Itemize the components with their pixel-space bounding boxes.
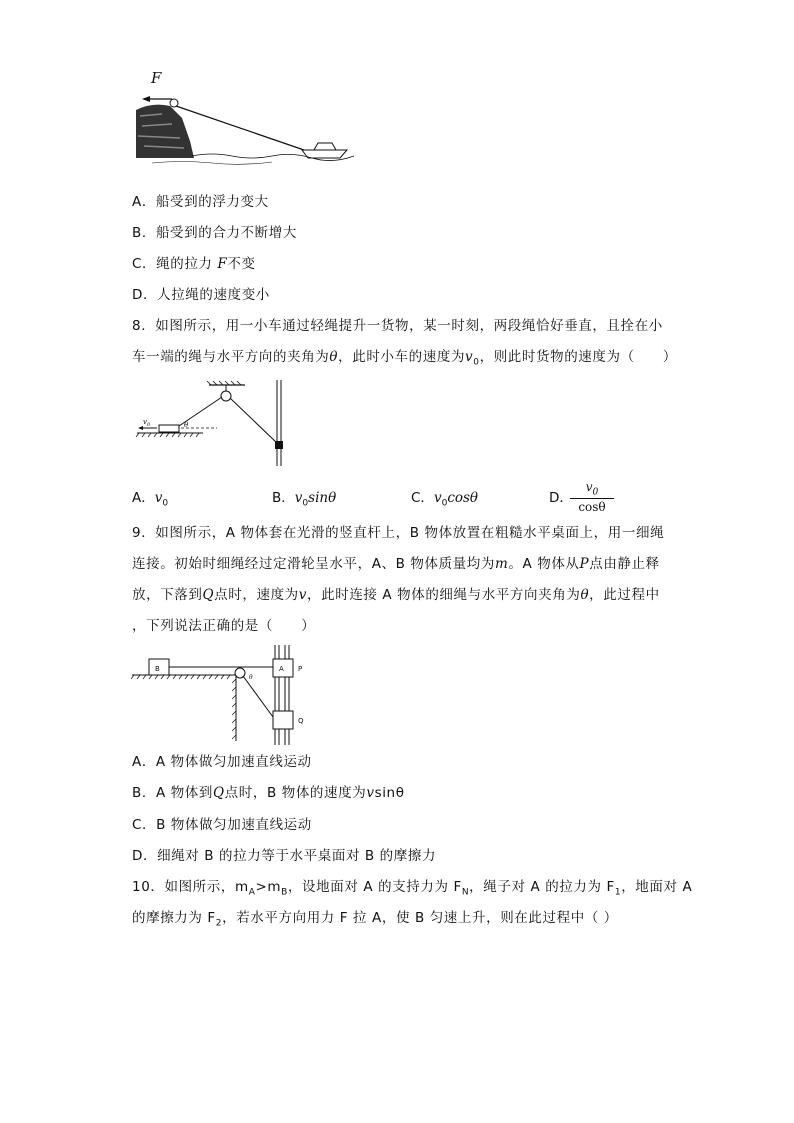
q10-l2-sub-2: 2 xyxy=(215,918,223,929)
q9-option-c: C．B 物体做匀加速直线运动 xyxy=(132,817,312,833)
q9-opt-b-b: 点时，B 物体的速度为 xyxy=(224,785,367,801)
q9-l3-q: Q xyxy=(202,587,215,603)
q7-option-d: D．人拉绳的速度变小 xyxy=(132,287,270,303)
q8-velocity-var: v xyxy=(143,418,147,426)
q9-l2-a: 连接。初始时细绳经过定滑轮呈水平，A、B 物体质量均为 xyxy=(132,556,495,572)
figure-q9-pulley-system xyxy=(132,645,312,745)
q7-option-c-var: F xyxy=(217,256,228,272)
q9-option-b xyxy=(132,783,405,803)
q8-opt-d-numerator xyxy=(570,480,614,499)
q9-l3-a: 放，下落到 xyxy=(132,587,203,603)
q8-opt-a-label: A． xyxy=(132,490,155,506)
q8-opt-b-label: B． xyxy=(272,490,295,506)
q10-l1-e: ，地面对 A xyxy=(621,879,693,895)
q8-stem-l2-theta: θ xyxy=(329,349,339,365)
q9-option-d: D．细绳对 B 的拉力等于水平桌面对 B 的摩擦力 xyxy=(132,848,437,864)
q10-stem-line1 xyxy=(132,877,692,903)
q9-l2-p: P xyxy=(579,556,590,572)
q9-stem-line1: 9．如图所示，A 物体套在光滑的竖直杆上，B 物体放置在粗糙水平桌面上，用一细绳 xyxy=(132,525,665,541)
q8-option-b xyxy=(272,488,336,514)
q10-l1-d: ，绳子对 A 的拉力为 F xyxy=(469,879,615,895)
q9-stem-line2 xyxy=(132,554,660,574)
q8-opt-b-sub: 0 xyxy=(302,498,309,509)
q8-opt-c-sub: 0 xyxy=(441,498,448,509)
figure-q7-boat-pull xyxy=(132,66,357,166)
q8-option-d-fraction xyxy=(570,480,614,514)
q10-l1-sub-1: 1 xyxy=(614,887,622,898)
q8-opt-c-label: C． xyxy=(411,490,434,506)
q9-l3-b: 点时，速度为 xyxy=(214,587,299,603)
q9-l3-d: ，此过程中 xyxy=(589,587,660,603)
q8-stem-line1: 8．如图所示，用一小车通过轻绳提升一货物，某一时刻，两段绳恰好垂直，且拴在小 xyxy=(132,318,663,334)
q8-opt-a-var: v xyxy=(154,490,163,506)
q9-l2-end: 。A 物体从 xyxy=(508,556,580,572)
q8-stem-l2-v: v xyxy=(465,349,474,365)
q9-l3-v: v xyxy=(298,587,308,603)
q8-opt-c-fn: cosθ xyxy=(447,490,479,506)
q8-stem-l2-c: ，则此时货物的速度为（ ） xyxy=(479,349,678,365)
q10-l1-b: >m xyxy=(255,879,282,895)
q8-stem-l2-a: 车一端的绳与水平方向的夹角为 xyxy=(132,349,330,365)
q8-opt-c-var: v xyxy=(433,490,442,506)
q7-option-c-prefix: C．绳的拉力 xyxy=(132,256,218,272)
q8-stem-line2 xyxy=(132,347,677,373)
q9-point-p-label: P xyxy=(298,665,303,673)
q9-opt-b-c: sinθ xyxy=(374,785,405,801)
q8-opt-b-fn: sinθ xyxy=(308,490,337,506)
q10-l1-sub-b: B xyxy=(281,887,288,898)
q8-stem-l2-b: ，此时小车的速度为 xyxy=(338,349,466,365)
q9-opt-b-q: Q xyxy=(213,785,225,801)
q9-opt-b-a: B．A 物体到 xyxy=(132,785,213,801)
force-label: F xyxy=(151,69,162,87)
q9-l2-tail: 点由静止释 xyxy=(589,556,660,572)
q10-l1-a: 10．如图所示，m xyxy=(132,879,249,895)
q9-stem-line3 xyxy=(132,585,660,605)
q7-option-c xyxy=(132,254,256,274)
q7-option-c-suffix: 不变 xyxy=(227,256,256,272)
q9-stem-line4: ，下列说法正确的是（ ） xyxy=(132,618,316,634)
figure-q8-cart-cargo xyxy=(137,380,297,470)
q10-stem-line2 xyxy=(132,908,618,934)
q8-opt-d-num-var: v xyxy=(585,480,593,494)
q8-opt-b-var: v xyxy=(294,490,303,506)
q9-option-a: A．A 物体做匀加速直线运动 xyxy=(132,754,312,770)
q8-opt-d-num-sub: 0 xyxy=(592,487,599,498)
q8-opt-a-sub: 0 xyxy=(162,498,169,509)
q9-block-a-label: A xyxy=(279,665,284,673)
q9-l3-theta: θ xyxy=(580,587,590,603)
q8-opt-d-denominator: cosθ xyxy=(578,500,606,515)
q9-block-b-label: B xyxy=(155,665,160,673)
q10-l1-sub-n: N xyxy=(461,887,470,898)
q8-theta-label: θ xyxy=(184,421,189,429)
q8-option-c xyxy=(411,488,478,514)
q8-stem-l2-v-sub: 0 xyxy=(473,357,480,368)
q7-option-b: B．船受到的合力不断增大 xyxy=(132,225,297,241)
q10-l2-b: ，若水平方向用力 F 拉 A，使 B 匀速上升，则在此过程中（ ） xyxy=(222,910,618,926)
q9-l3-c: ，此时连接 A 物体的细绳与水平方向夹角为 xyxy=(307,587,581,603)
q10-l1-c: ，设地面对 A 的支持力为 F xyxy=(287,879,462,895)
q9-l2-m: m xyxy=(495,556,509,572)
q10-l2-a: 的摩擦力为 F xyxy=(132,910,216,926)
q8-velocity-sub: 0 xyxy=(146,422,151,428)
q7-option-a: A．船受到的浮力变大 xyxy=(132,194,269,210)
q8-velocity-label xyxy=(143,418,151,428)
q8-option-a xyxy=(132,488,168,514)
q9-opt-b-v: v xyxy=(366,785,375,801)
q8-option-d-label: D． xyxy=(549,490,573,506)
q9-theta-label: θ xyxy=(249,674,253,681)
q9-point-q-label: Q xyxy=(298,717,304,725)
q10-l1-sub-a: A xyxy=(248,887,256,898)
